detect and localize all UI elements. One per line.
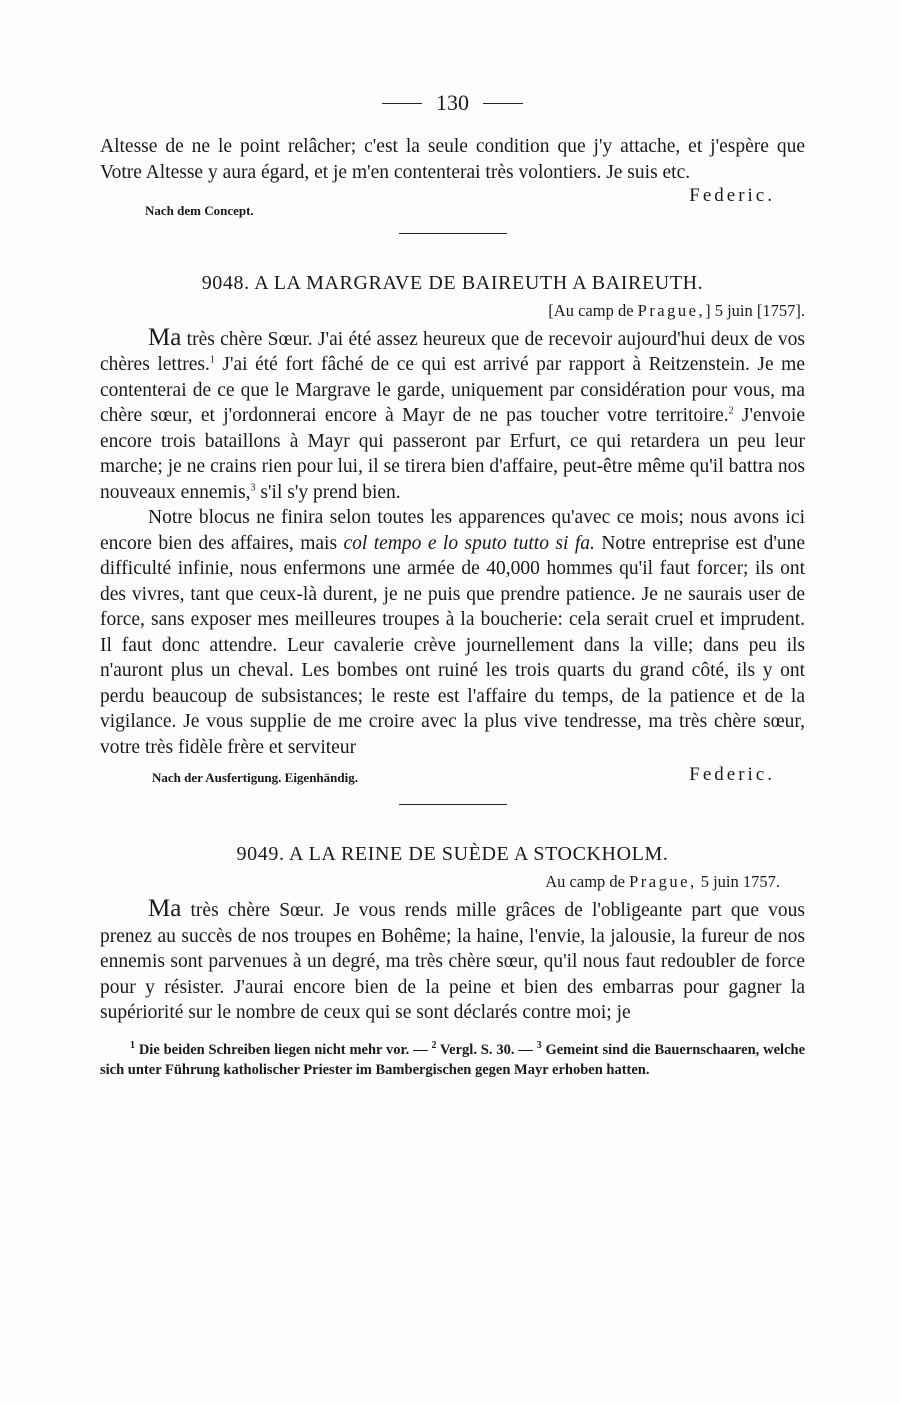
text-run: Je vous rends mille grâces de l'obligeante part que vous prenez au succès de nos troupes en Bohême; la haine, l'envie, la jalousie, la fureur de nos ennemis sont parvenues à un degré, ma très chère sœur, qu'il nous faut redoubler de force pour y résister. J'aurai encore bien de la peine et bien des embarras pour gagner la supériorité sur le nombre de ceux qui se sont déclarés contre moi; je (100, 900, 805, 1023)
letter-9048-heading: 9048. A LA MARGRAVE DE BAIREUTH A BAIREUTH. (201, 271, 704, 294)
dateline-prefix: [Au camp de (548, 300, 634, 320)
dateline-city: Prague, (637, 300, 706, 320)
dateline-city: Prague, (629, 872, 697, 891)
dateline-date: 5 juin 1757. (696, 872, 780, 891)
footnotes (100, 1040, 805, 1080)
page-number-left-dash (382, 103, 422, 104)
letter-9049-paragraph (100, 896, 805, 1026)
letter-9048-footer (100, 764, 805, 786)
letter-9048-paragraph-1 (100, 325, 805, 506)
letter-9049-dateline (100, 872, 805, 892)
salutation-initial: Ma (148, 895, 182, 922)
dateline-prefix: Au camp de (545, 872, 625, 891)
italic-phrase: col tempo e lo sputo tutto si fa. (343, 532, 595, 554)
text-run: J'envoie encore trois bataillons à Mayr qui passeront par Erfurt, ce qui retardera un peu leur marche; je ne crains rien pour lui, il se tirera bien d'affaire, peut-être même qu'il battra nos nouveaux ennemis, (100, 405, 805, 503)
salutation: très chère Sœur. (181, 328, 313, 350)
text-run: Notre blocus ne finira selon toutes les apparences qu'avec ce mois; nous avons ici encore bien des affaires, mais (100, 507, 805, 554)
previous-letter-ending: Altesse de ne le point relâcher; c'est la seule condition que j'y attache, et j'espère que Votre Altesse y aura égard, et je m'en contenterai très volontiers. Je suis etc. (100, 136, 805, 183)
page-number-text: 130 (436, 90, 469, 115)
letter-9048-signature: Federic. (689, 764, 775, 785)
footnote-number: 2 (431, 1039, 437, 1051)
footnote-ref: 1 (209, 354, 215, 366)
footnote-text: Vergl. S. 30. — (436, 1041, 537, 1058)
letter-9049-heading: 9049. A LA REINE DE SUÈDE A STOCKHOLM. (236, 843, 669, 865)
footnote-ref: 3 (250, 482, 256, 493)
page-number-right-dash (483, 103, 523, 104)
dateline-date: ] 5 juin [1757]. (705, 300, 805, 320)
text-run: J'ai été assez heureux que de recevoir aujourd'hui deux de vos chères lettres. (100, 328, 805, 375)
letter-9048-dateline (100, 301, 805, 321)
footnote-text: Gemeint sind die Bauernschaaren, welche sich unter Führung katholischer Priester im Bambergischen gegen Mayr erhoben hatten. (100, 1041, 806, 1078)
salutation: très chère Sœur. (181, 900, 325, 921)
page-number (100, 88, 805, 118)
footnote-number: 1 (130, 1039, 135, 1051)
letter-9048-source: Nach der Ausfertigung. Eigenhändig. (152, 770, 358, 785)
text-run: s'il s'y prend bien. (255, 481, 401, 503)
text-run: Notre entreprise est d'une difficulté infinie, nous enfermons une armée de 40,000 hommes qu'il faut forcer; ils ont des vivres, tant que ceux-là durent, je ne puis que prendre patience. Je ne saurais user de force, sans exposer mes meilleures troupes à la boucherie: cela serait cruel et imprudent. Il faut donc attendre. Leur cavalerie crève journellement dans la ville; dans peu ils n'auront plus un cheval. Les bombes ont ruiné les trois quarts du grand côté, ils y ont perdu beaucoup de subsistances; le reste est l'affaire du temps, de la patience et de la vigilance. Je vous supplie de me croire avec la plus vive tendresse, ma très chère sœur, votre très fidèle frère et serviteur (100, 532, 805, 758)
letter-9048-paragraph-2 (100, 505, 805, 760)
footnote-ref: 2 (728, 405, 734, 417)
salutation-initial: Ma (148, 323, 182, 351)
footnote-text: Die beiden Schreiben liegen nicht mehr vor. — (135, 1041, 432, 1058)
text-run: J'ai été fort fâché de ce qui est arrivé par rapport à Reitzenstein. Je me contenterai de ce que le Margrave le garde, uniquement par considération pour vous, ma chère sœur, et j'ordonnerai encore à Mayr de ne pas toucher votre territoire. (100, 354, 806, 426)
footnote-number: 3 (536, 1039, 542, 1051)
previous-letter-source: Nach dem Concept. (145, 202, 254, 218)
previous-letter-signature: Federic. (689, 185, 775, 206)
book-page (100, 88, 805, 1080)
